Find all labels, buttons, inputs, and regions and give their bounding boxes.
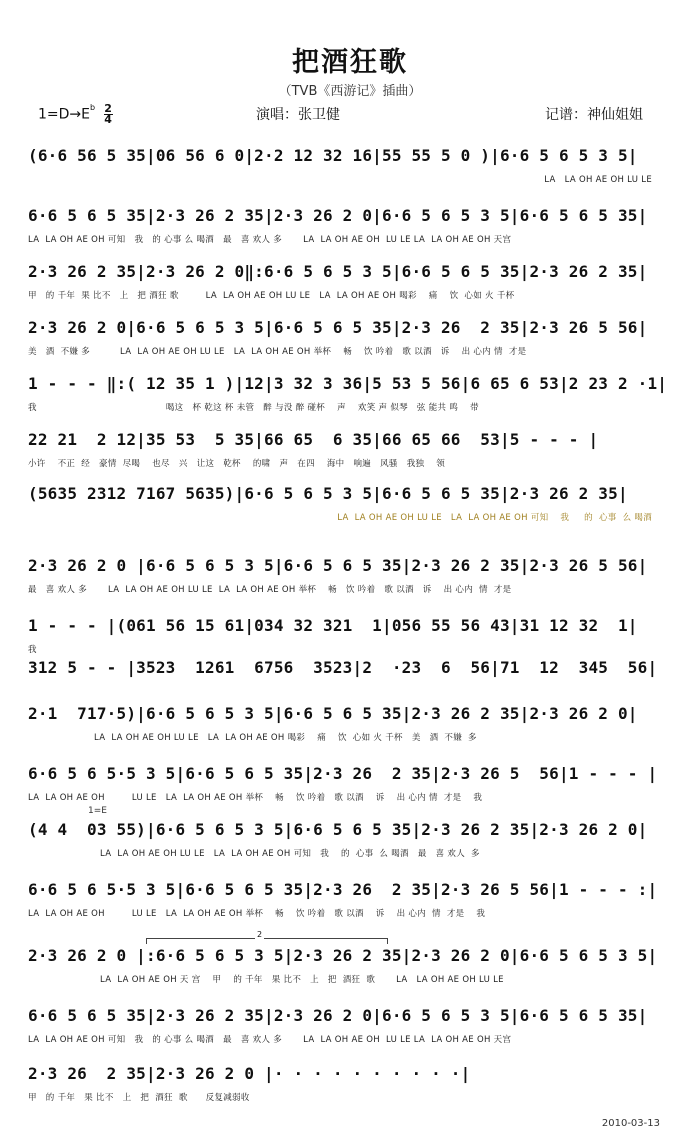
notation-line: 1 - - - ‖:( 12 35 1 )|12|3 32 3 36|5 53 5 56|6 65 6 53|2 23 2 ·1| [28, 374, 668, 393]
time-signature [104, 104, 113, 125]
score-system [28, 318, 660, 358]
lyric-line: LA LA OH AE OH 可知 我 的 心事 么 喝酒 最 喜 欢人 多 LA LA OH AE OH LU LE LA LA OH AE OH 天宫 [28, 1035, 512, 1045]
score-system [28, 430, 660, 470]
notation-line: 6·6 5 6 5 35|2·3 26 2 35|2·3 26 2 0|6·6 5 6 5 3 5|6·6 5 6 5 35| [28, 206, 648, 225]
lyric-line: LA LA OH AE OH LU LE [544, 175, 652, 185]
lyric-line: 我 喝这 杯 乾这 杯 未管 醉 与没 醉 碰杯 声 欢笑 声 似琴 弦 能共 鸣 带 [28, 403, 479, 413]
lyric-line: LA LA OH AE OH 天 宫 甲 的 千年 果 比不 上 把 酒狂 歌 LA LA OH AE OH LU LE [28, 975, 504, 985]
transcriber-credit: 记谱：神仙姐姐 [545, 107, 643, 123]
lyric-line: LA LA OH AE OH LU LE LA LA OH AE OH 举杯 畅 饮 吟着 歌 以酒 诉 出 心内 情 才是 我 [28, 909, 486, 919]
time-bottom: 4 [104, 113, 112, 126]
lyric-line: LA LA OH AE OH 可知 我 的 心事 么 喝酒 最 喜 欢人 多 LA LA OH AE OH LU LE LA LA OH AE OH 天宫 [28, 235, 512, 245]
lyric-line: 小许 不正 经 豪情 尽喝 也尽 兴 让这 乾杯 的啸 声 在四 海中 响遍 风骚 我独 领 [28, 459, 446, 469]
notation-line: (4 4 03 55)|6·6 5 6 5 3 5|6·6 5 6 5 35|2·3 26 2 35|2·3 26 2 0| [28, 820, 648, 839]
score-system [28, 764, 660, 804]
score-system [28, 930, 660, 986]
score-system [28, 880, 660, 920]
lyric-line: LA LA OH AE OH LU LE LA LA OH AE OH 可知 我 的 心事 么 喝酒 [337, 513, 652, 523]
notation-line: (6·6 56 5 35|06 56 6 0|2·2 12 32 16|55 55 5 0 )|6·6 5 6 5 3 5| [28, 146, 638, 165]
transcription-date: 2010-03-13 [601, 1118, 660, 1129]
score-system [28, 806, 660, 860]
key-change-mark: 1=E [88, 806, 107, 816]
volta-number: 2 [257, 930, 263, 939]
volta-bracket [146, 930, 388, 944]
notation-line: (5635 2312 7167 5635)|6·6 5 6 5 3 5|6·6 5 6 5 35|2·3 26 2 35| [28, 484, 628, 503]
notation-line: 2·3 26 2 0 |:6·6 5 6 5 3 5|2·3 26 2 35|2·3 26 2 0|6·6 5 6 5 3 5| [28, 946, 658, 965]
lyric-line: 最 喜 欢人 多 LA LA OH AE OH LU LE LA LA OH AE OH 举杯 畅 饮 吟着 歌 以酒 诉 出 心内 情 才是 [28, 585, 512, 595]
song-subtitle: （TVB《西游记》插曲） [278, 84, 422, 99]
score-system [28, 704, 660, 744]
score-system [28, 146, 660, 186]
score-system [28, 484, 660, 524]
singer-credit: 演唱：张卫健 [256, 107, 340, 123]
notation-line: 6·6 5 6 5·5 3 5|6·6 5 6 5 35|2·3 26 2 35|2·3 26 5 56|1 - - - | [28, 764, 658, 783]
song-title: 把酒狂歌 [292, 47, 408, 78]
notation-line: 312 5 - - |3523 1261 6756 3523|2 ·23 6 56|71 12 345 56| [28, 658, 658, 677]
notation-line: 2·3 26 2 35|2·3 26 2 0 |· · · · · · · · · ·| [28, 1064, 471, 1083]
notation-line: 6·6 5 6 5 35|2·3 26 2 35|2·3 26 2 0|6·6 5 6 5 3 5|6·6 5 6 5 35| [28, 1006, 648, 1025]
notation-line: 2·3 26 2 0|6·6 5 6 5 3 5|6·6 5 6 5 35|2·3 26 2 35|2·3 26 5 56| [28, 318, 648, 337]
score-system [28, 1064, 660, 1104]
lyric-line: LA LA OH AE OH LU LE LA LA OH AE OH 喝彩 痛 饮 心如 火 千杯 美 酒 不嫌 多 [28, 733, 477, 743]
time-top: 2 [104, 102, 112, 115]
key-signature [38, 104, 113, 125]
lyric-line: 甲 的 千年 果 比不 上 把 酒狂 歌 反复减弱收 [28, 1093, 250, 1103]
notation-line: 22 21 2 12|35 53 5 35|66 65 6 35|66 65 66 53|5 - - - | [28, 430, 599, 449]
notation-line: 2·1 717·5)|6·6 5 6 5 3 5|6·6 5 6 5 35|2·3 26 2 35|2·3 26 2 0| [28, 704, 638, 723]
notation-line: 1 - - - |(061 56 15 61|034 32 321 1|056 55 56 43|31 12 32 1| [28, 616, 638, 635]
score-system [28, 616, 660, 656]
score-system [28, 262, 660, 302]
notation-line: 2·3 26 2 35|2·3 26 2 0‖:6·6 5 6 5 3 5|6·6 5 6 5 35|2·3 26 2 35| [28, 262, 648, 281]
score-system [28, 206, 660, 246]
key-text: 1=D→E [38, 106, 90, 123]
score-system [28, 1006, 660, 1046]
lyric-line: 甲 的 千年 果 比不 上 把 酒狂 歌 LA LA OH AE OH LU LE LA LA OH AE OH 喝彩 痛 饮 心如 火 千杯 [28, 291, 515, 301]
score-system [28, 556, 660, 596]
notation-line: 6·6 5 6 5·5 3 5|6·6 5 6 5 35|2·3 26 2 35|2·3 26 5 56|1 - - - :| [28, 880, 658, 899]
lyric-line: 我 [28, 645, 37, 655]
notation-line: 2·3 26 2 0 |6·6 5 6 5 3 5|6·6 5 6 5 35|2·3 26 2 35|2·3 26 5 56| [28, 556, 648, 575]
lyric-line: LA LA OH AE OH LU LE LA LA OH AE OH 可知 我 的 心事 么 喝酒 最 喜 欢人 多 [28, 849, 480, 859]
score-system [28, 374, 668, 414]
key-flat: b [90, 102, 96, 112]
lyric-line: LA LA OH AE OH LU LE LA LA OH AE OH 举杯 畅 饮 吟着 歌 以酒 诉 出 心内 情 才是 我 [28, 793, 483, 803]
score-system [28, 658, 660, 686]
lyric-line: 美 酒 不嫌 多 LA LA OH AE OH LU LE LA LA OH AE OH 举杯 畅 饮 吟着 歌 以酒 诉 出 心内 情 才是 [28, 347, 527, 357]
